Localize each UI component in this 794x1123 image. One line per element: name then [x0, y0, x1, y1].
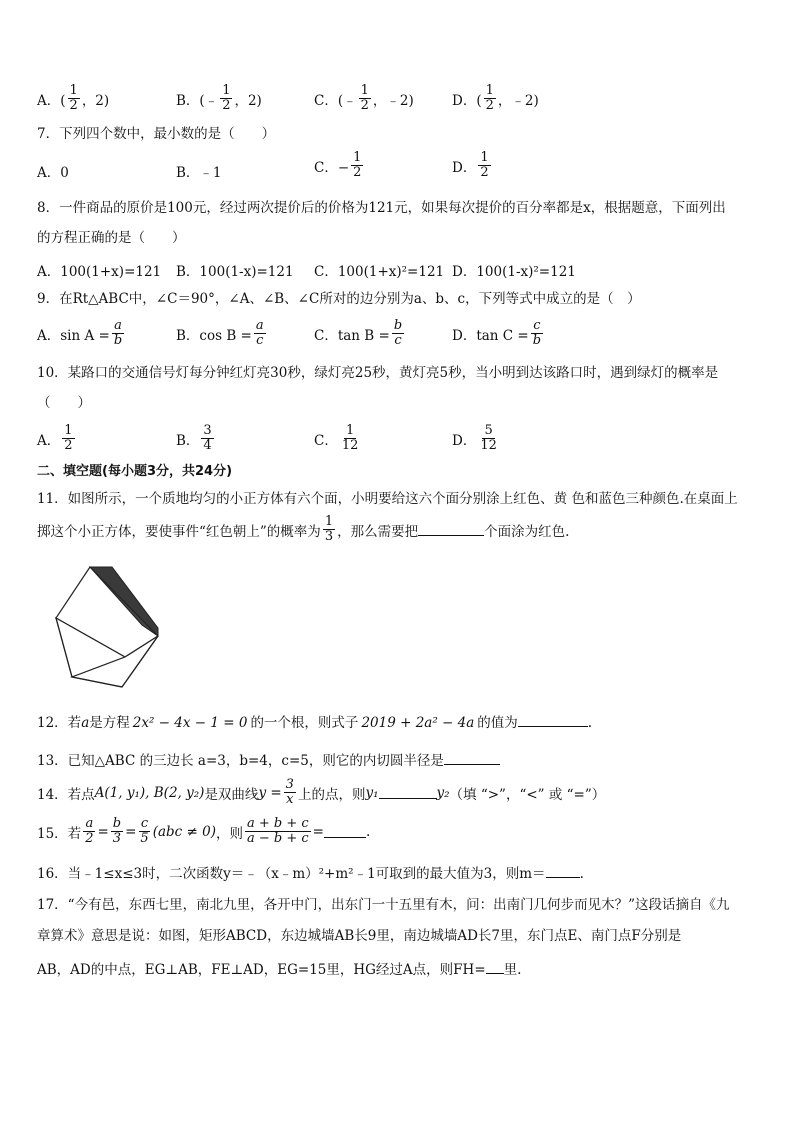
q10-stem-line1: 10．某路口的交通信号灯每分钟红灯亮30秒，绿灯亮25秒，黄灯亮5秒，当小明到达该路口时，遇到绿灯的概率是: [37, 365, 719, 381]
q17-line3-text: AB，AD的中点，EG⊥AB，FE⊥AD，EG=15里，HG经过A点，则FH=: [37, 962, 486, 978]
q7-option-a: A．0: [37, 165, 69, 181]
q14-points: A(1, y₁), B(2, y₂): [94, 784, 205, 801]
q12-end: .: [587, 715, 593, 731]
q10-d-prefix: D．: [452, 432, 477, 449]
q7-d-prefix: D．: [452, 159, 477, 176]
q9-option-b: [176, 319, 268, 348]
q14-answer-blank[interactable]: [379, 786, 437, 799]
q10-c-fraction: $\frac{1}{12}$: [341, 423, 359, 453]
q15-pre: 15．若: [37, 825, 82, 842]
q8-option-a: A．100(1+x)=121: [37, 264, 162, 280]
q10-option-c: [314, 424, 362, 453]
q6-d-tail: ，﹣2): [497, 92, 539, 109]
q11-line2-post: ，那么需要把: [337, 523, 419, 540]
q7-option-c: [314, 151, 365, 180]
q17-line3-end: 里.: [503, 962, 522, 978]
q14-func-prefix: y =: [258, 784, 282, 801]
q7-option-b: B．﹣1: [176, 165, 222, 181]
q9-b-fraction: $\frac{a}{c}$: [255, 318, 264, 348]
q15-fraction-b: $\frac{b}{3}$: [112, 816, 122, 846]
q9-option-c: [314, 319, 406, 348]
section-heading-fill-in: 二、填空题(每小题3分，共24分): [37, 464, 233, 479]
q6-option-c: [314, 84, 414, 113]
q14-line: [37, 778, 605, 807]
q10-c-prefix: C．: [314, 432, 338, 449]
q6-option-a: [37, 84, 109, 113]
q14-mid2: 上的点，则: [297, 786, 366, 803]
q16-text: 16．当﹣1≤x≤3时，二次函数y＝﹣（x﹣m）²+m²﹣1可取到的最大值为3，则m＝: [37, 866, 546, 882]
q10-option-b: [176, 424, 216, 453]
q7-c-fraction: $\frac{1}{2}$: [353, 150, 362, 180]
q10-b-prefix: B．: [176, 432, 200, 449]
q10-b-fraction: $\frac{3}{4}$: [203, 423, 212, 453]
q6-option-b: [176, 84, 262, 113]
q15-fraction-expr: $\frac{a + b + c}{a - b + c}$: [246, 816, 309, 846]
q17-line1: 17．“今有邑，东西七里，南北九里，各开中门，出东门一十五里有木，问：出南门几何步而见木？”这段话摘自《九: [37, 897, 730, 913]
q10-option-d: [452, 424, 501, 453]
q10-a-prefix: A．: [37, 432, 61, 449]
q16-end: .: [579, 866, 584, 882]
q7-option-d: [452, 151, 493, 180]
q6-c-fraction: $\frac{1}{2}$: [360, 83, 369, 113]
q9-a-fraction: $\frac{a}{b}$: [113, 318, 123, 348]
q6-b-fraction: $\frac{1}{2}$: [222, 83, 231, 113]
q17-line2: 章算术》意思是说：如图，矩形ABCD，东边城墙AB长9里，南边城墙AD长7里，东门点E、南门点F分别是: [37, 928, 682, 944]
q16-answer-blank[interactable]: [546, 865, 580, 878]
q12-expression: 2019 + 2a² − 4a: [361, 715, 475, 731]
q14-y1: y₁: [365, 784, 379, 801]
q11-line2: [37, 515, 569, 544]
q14-mid: 是双曲线: [204, 786, 259, 803]
q7-d-fraction: $\frac{1}{2}$: [480, 150, 489, 180]
q10-option-a: [37, 424, 77, 453]
q12-post: 的值为: [477, 715, 518, 731]
q6-option-d: [452, 84, 539, 113]
q14-y2: y₂: [436, 784, 450, 801]
cube-figure: [50, 562, 170, 692]
q15-fraction-a: $\frac{a}{2}$: [85, 816, 94, 846]
q10-d-fraction: $\frac{5}{12}$: [480, 423, 497, 453]
q11-probability-fraction: $\frac{1}{3}$: [324, 514, 334, 544]
q6-c-letter: C．(﹣: [314, 92, 357, 109]
q8-option-d: D．100(1-x)²=121: [452, 264, 576, 280]
q11-line1: 11．如图所示，一个质地均匀的小正方体有六个面，小明要给这六个面分别涂上红色、黄 色和蓝色三种颜色.在桌面上: [37, 491, 738, 507]
q6-c-tail: ，﹣2): [372, 92, 414, 109]
q16-line: [37, 862, 584, 882]
q15-line: 15．若 $\frac{a}{2}$ = $\frac{b}{3}$ = $\frac{c}{5}$ (abc ≠ 0) ，则 $\frac{a + b + c}{a - b + c}$ = .: [37, 816, 371, 846]
q15-answer-blank[interactable]: [324, 825, 366, 838]
q6-a-letter: A．(: [37, 92, 66, 109]
q8-stem-line2: 的方程正确的是（ ）: [37, 230, 186, 246]
q9-stem: 9．在Rt△ABC中，∠C＝90°，∠A、∠B、∠C所对的边分别为a、b、c，下列等式中成立的是（ ）: [37, 291, 641, 307]
q7-c-prefix: C．−: [314, 159, 350, 176]
q17-answer-blank[interactable]: [486, 961, 504, 974]
q6-d-fraction: $\frac{1}{2}$: [485, 83, 494, 113]
q11-answer-blank[interactable]: [418, 523, 484, 536]
q12-answer-blank[interactable]: [518, 714, 588, 727]
q6-a-tail: ，2): [81, 92, 110, 109]
q10-stem-line2: （ ）: [37, 395, 91, 411]
q12-pre: 12．若: [37, 715, 82, 731]
q15-fraction-c: $\frac{c}{5}$: [140, 816, 149, 846]
q9-d-prefix: D．tan C =: [452, 327, 529, 344]
q15-condition: (abc ≠ 0): [152, 823, 216, 840]
q9-c-fraction: $\frac{b}{c}$: [393, 318, 403, 348]
q13-answer-blank[interactable]: [444, 752, 500, 765]
q6-a-fraction: $\frac{1}{2}$: [69, 83, 78, 113]
q12-mid2: 的一个根，则式子: [250, 715, 359, 731]
q6-b-letter: B．(﹣: [176, 92, 219, 109]
q13-line: [37, 749, 500, 769]
q12-var: a: [81, 715, 90, 731]
q14-pre: 14．若点: [37, 786, 95, 803]
q10-a-fraction: $\frac{1}{2}$: [64, 423, 73, 453]
q9-option-d: [452, 319, 545, 348]
q12-line: [37, 711, 592, 731]
q9-option-a: [37, 319, 126, 348]
q14-func-fraction: $\frac{3}{x}$: [285, 777, 294, 807]
q6-d-letter: D．(: [452, 92, 482, 109]
q8-option-b: B．100(1-x)=121: [176, 264, 294, 280]
q9-b-prefix: B．cos B =: [176, 327, 252, 344]
q7-stem: 7．下列四个数中，最小数的是（ ）: [37, 126, 276, 142]
q15-post: =: [312, 823, 324, 840]
q8-option-c: C．100(1+x)²=121: [314, 264, 445, 280]
q17-line3: [37, 958, 521, 978]
q11-line2-pre: 掷这个小正方体，要使事件“红色朝上”的概率为: [37, 523, 321, 540]
q15-mid: ，则: [215, 825, 243, 842]
q14-post: （填 “>”，“<” 或 “=”）: [449, 786, 606, 803]
q11-line2-end: 个面涂为红色.: [484, 523, 570, 540]
q6-b-tail: ，2): [234, 92, 262, 109]
q15-end: .: [365, 823, 371, 840]
q9-c-prefix: C．tan B =: [314, 327, 390, 344]
q13-text: 13．已知△ABC 的三边长 a=3，b=4，c=5，则它的内切圆半径是: [37, 753, 444, 769]
q12-equation: 2x² − 4x − 1 = 0: [132, 715, 248, 731]
q9-a-prefix: A．sin A =: [37, 327, 110, 344]
q12-mid: 是方程: [89, 715, 130, 731]
q8-stem-line1: 8．一件商品的原价是100元，经过两次提价后的价格为121元，如果每次提价的百分率都是x，根据题意，下面列出: [37, 200, 726, 216]
q9-d-fraction: $\frac{c}{b}$: [532, 318, 542, 348]
